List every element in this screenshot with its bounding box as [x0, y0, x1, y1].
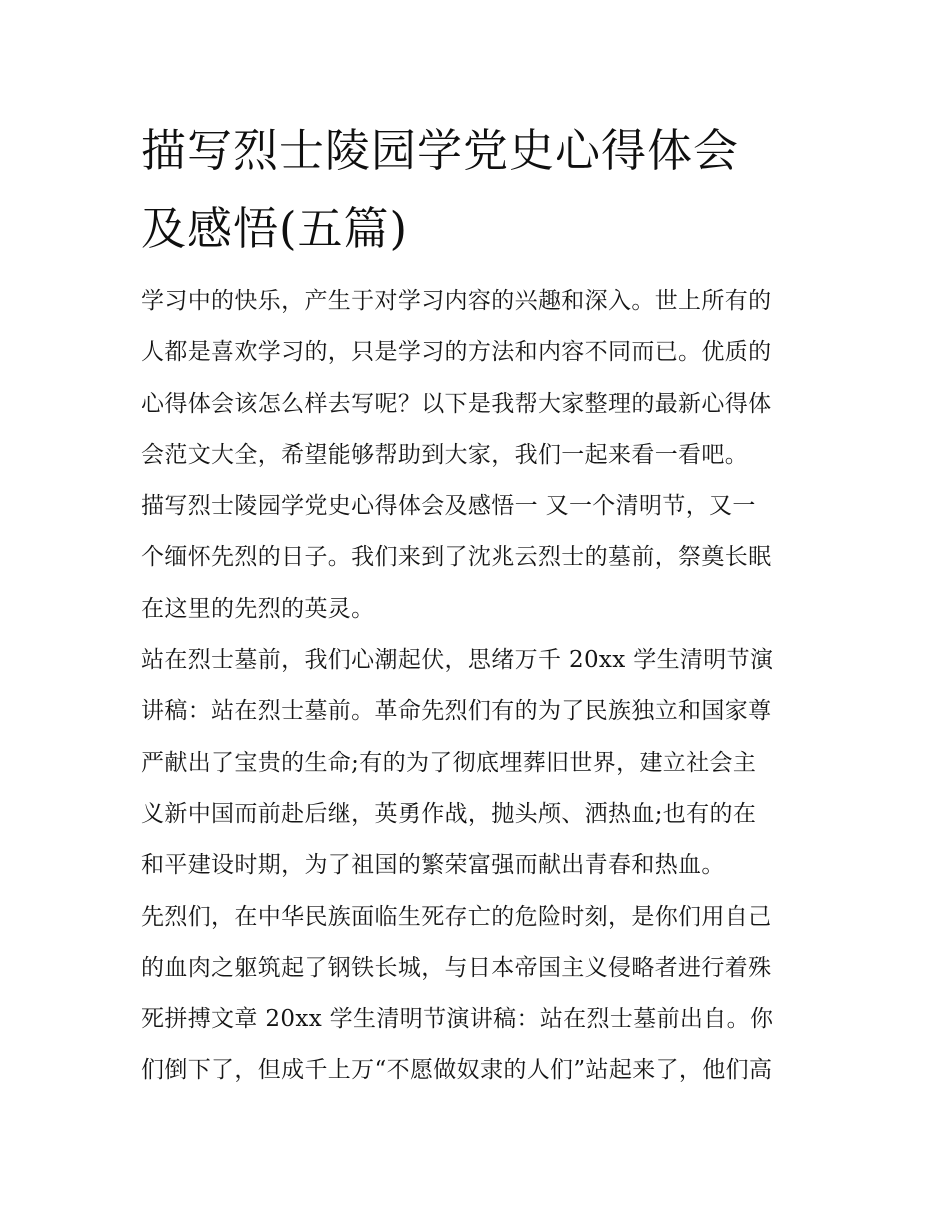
body-line: 站在烈士墓前，我们心潮起伏，思绪万千 20xx 学生清明节演 [141, 647, 774, 674]
body-line: 义新中国而前赴后继，英勇作战，抛头颅、洒热血;也有的在 [141, 800, 757, 827]
title-line: 及感悟(五篇) [141, 202, 409, 255]
body-line: 和平建设时期，为了祖国的繁荣富强而献出青春和热血。 [141, 852, 725, 879]
body-line: 会范文大全，希望能够帮助到大家，我们一起来看一看吧。 [141, 441, 749, 468]
body-line: 个缅怀先烈的日子。我们来到了沈兆云烈士的墓前，祭奠长眠 [141, 544, 772, 571]
document-body [141, 280, 821, 1101]
body-line: 在这里的先烈的英灵。 [141, 595, 375, 622]
body-line: 严献出了宝贵的生命;有的为了彻底埋葬旧世界，建立社会主 [141, 749, 757, 776]
body-line: 的血肉之躯筑起了钢铁长城，与日本帝国主义侵略者进行着殊 [141, 954, 772, 981]
body-line: 讲稿：站在烈士墓前。革命先烈们有的为了民族独立和国家尊 [141, 698, 772, 725]
body-line: 先烈们，在中华民族面临生死存亡的危险时刻，是你们用自己 [141, 903, 772, 930]
title-line: 描写烈士陵园学党史心得体会 [141, 124, 740, 177]
body-line: 们倒下了，但成千上万“不愿做奴隶的人们”站起来了，他们高 [141, 1057, 773, 1084]
body-line: 学习中的快乐，产生于对学习内容的兴趣和深入。世上所有的 [141, 288, 772, 314]
body-line: 描写烈士陵园学党史心得体会及感悟一 又一个清明节，又一 [141, 493, 756, 520]
body-line: 心得体会该怎么样去写呢？以下是我帮大家整理的最新心得体 [141, 390, 772, 417]
body-line: 死拼搏文章 20xx 学生清明节演讲稿：站在烈士墓前出自。你 [141, 1006, 774, 1033]
body-line: 人都是喜欢学习的，只是学习的方法和内容不同而已。优质的 [141, 339, 772, 366]
document-title [141, 112, 821, 268]
